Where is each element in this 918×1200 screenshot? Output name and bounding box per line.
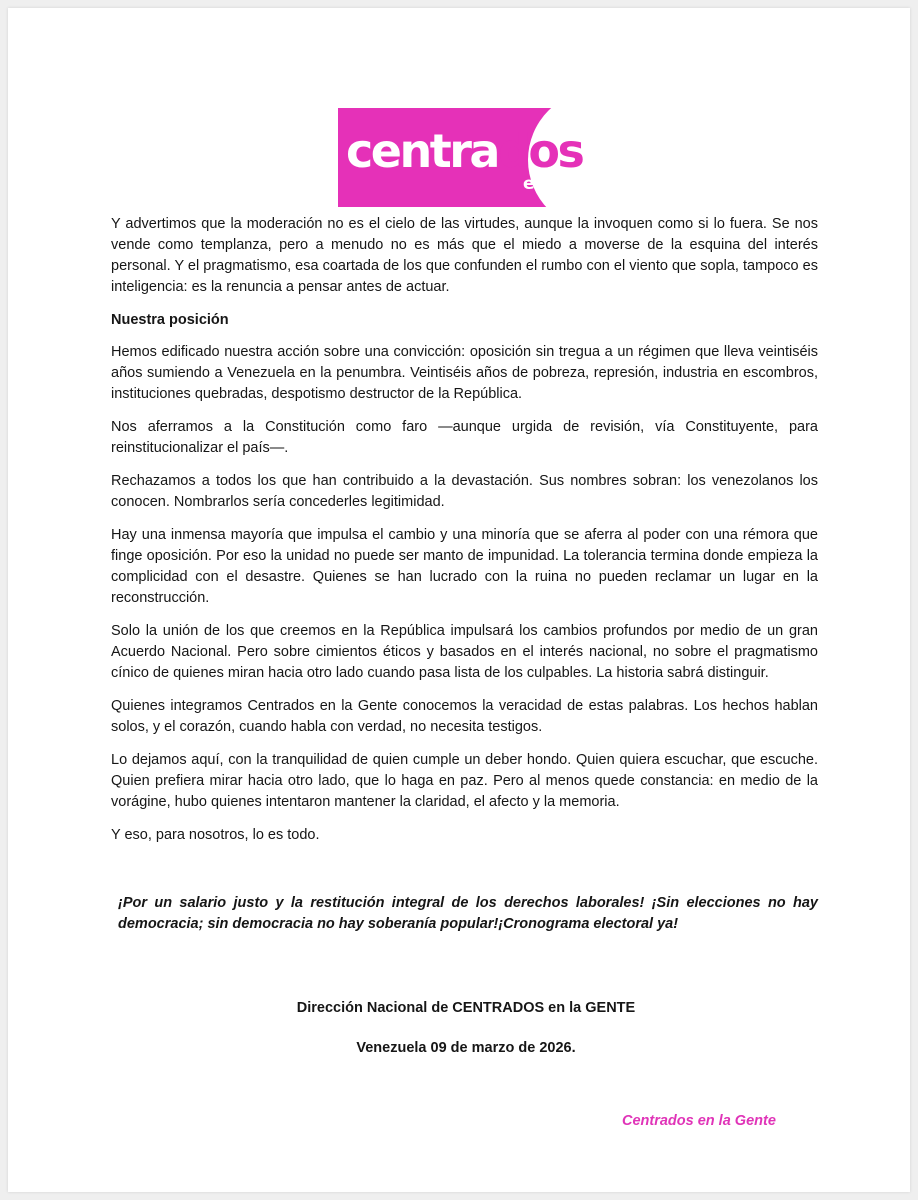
logo-wordmark [346, 126, 582, 176]
document-page [8, 8, 910, 1192]
footer-brand: Centrados en la Gente [622, 1113, 776, 1129]
paragraph: Y eso, para nosotros, lo es todo. [111, 827, 320, 843]
centrados-logo [338, 108, 626, 207]
document-body [111, 214, 818, 858]
signature-place-date: Venezuela 09 de marzo de 2026. [356, 1040, 576, 1056]
paragraph: Y advertimos que la moderación no es el cielo de las virtudes, aunque la invoquen como si lo fuera. Se nos vende como templanza, pero a menudo no es más que el miedo a moverse de la esquina del interés personal. Y el pragmatismo, esa coartada de los que confunden el rumbo con el viento que sopla, tampoco es inteligencia: es la renuncia a pensar antes de actuar. [111, 216, 818, 295]
paragraph: Hemos edificado nuestra acción sobre una convicción: oposición sin tregua a un régimen que lleva veintiséis años sumiendo a Venezuela en la penumbra. Veintiséis años de pobreza, represión, industria en escombros, instituciones quebradas, despotismo destructor de la República. [111, 344, 818, 402]
paragraph: Quienes integramos Centrados en la Gente conocemos la veracidad de estas palabras. Los hechos hablan solos, y el corazón, cuando habla con verdad, no necesita testigos. [111, 698, 818, 735]
paragraph: Rechazamos a todos los que han contribuido a la devastación. Sus nombres sobran: los venezolanos los conocen. Nombrarlos sería concederles legitimidad. [111, 473, 818, 510]
signature-org: Dirección Nacional de CENTRADOS en la GENTE [296, 1000, 636, 1016]
section-heading: Nuestra posición [111, 312, 229, 328]
paragraph: Lo dejamos aquí, con la tranquilidad de quien cumple un deber hondo. Quien quiera escuchar, que escuche. Quien prefiera mirar hacia otro lado, que lo haga en paz. Pero al menos quede constancia: en medio de la vorágine, hubo quienes intentaron mantener la claridad, el afecto y la memoria. [111, 752, 818, 810]
logo-subtitle: en la gente [523, 174, 626, 194]
paragraph: Nos aferramos a la Constitución como faro —aunque urgida de revisión, vía Constituyente, para reinstitucionalizar el país—. [111, 419, 818, 456]
paragraph: Hay una inmensa mayoría que impulsa el cambio y una minoría que se aferra al poder con una rémora que finge oposición. Por eso la unidad no puede ser manto de impunidad. La tolerancia termina donde empieza la complicidad con el desastre. Quienes se han lucrado con la ruina no pueden reclamar un lugar en la reconstrucción. [111, 527, 818, 606]
slogan: ¡Por un salario justo y la restitución integral de los derechos laborales! ¡Sin elecciones no hay democracia; sin democracia no hay soberanía popular!¡Cronograma electoral ya! [118, 895, 818, 932]
paragraph: Solo la unión de los que creemos en la República impulsará los cambios profundos por medio de un gran Acuerdo Nacional. Pero sobre cimientos éticos y basados en el interés nacional, no sobre el pragmatismo cínico de quienes miran hacia otro lado cuando pasa lista de los culpables. La historia sabrá distinguir. [111, 623, 818, 681]
logo-wordmark-white: centra [346, 124, 498, 178]
logo-wordmark-pink: dos [497, 124, 583, 178]
